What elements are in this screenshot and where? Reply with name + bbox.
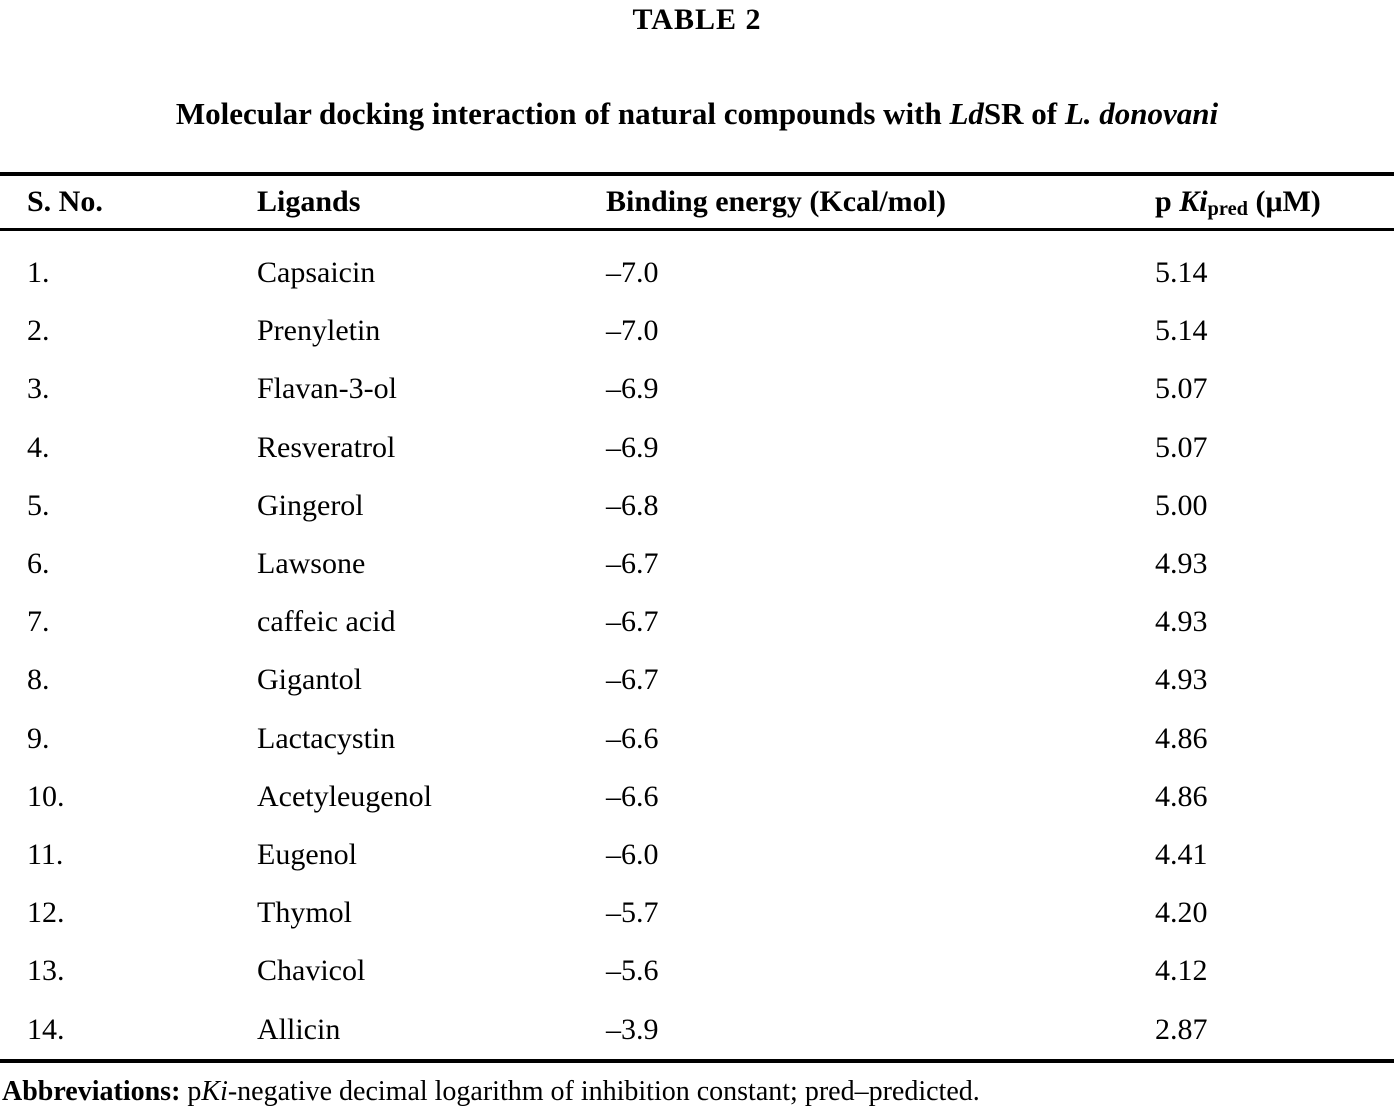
row-ligand: Prenyletin <box>257 314 381 348</box>
row-pki: 2.87 <box>1155 1012 1208 1046</box>
caption-italic-species: L. donovani <box>1064 96 1219 131</box>
row-sno: 3. <box>27 372 50 406</box>
row-sno: 11. <box>27 837 64 871</box>
table-row <box>0 360 1394 418</box>
row-ligand: Resveratrol <box>257 430 396 464</box>
row-pki: 4.20 <box>1155 896 1208 930</box>
abbreviations-note <box>0 1075 1394 1109</box>
table-row <box>0 477 1394 535</box>
row-pki: 4.93 <box>1155 547 1208 581</box>
header-pki-p: p <box>1155 185 1180 218</box>
row-pki: 5.14 <box>1155 314 1208 348</box>
row-ligand: Capsaicin <box>257 256 376 290</box>
row-sno: 13. <box>27 954 65 988</box>
header-pki <box>1155 185 1394 219</box>
row-sno: 14. <box>27 1012 65 1046</box>
table-caption <box>0 94 1394 134</box>
abbreviations-text-2: -negative decimal logarithm of inhibition constant; pred–predicted. <box>227 1075 980 1107</box>
table-row <box>0 535 1394 593</box>
row-ligand: Allicin <box>257 1012 341 1046</box>
row-energy: –6.0 <box>606 837 659 871</box>
row-ligand: Thymol <box>257 896 352 930</box>
table-row <box>0 826 1394 884</box>
row-sno: 10. <box>27 779 65 813</box>
row-energy: –5.6 <box>606 954 659 988</box>
caption-italic-ld: Ld <box>949 96 984 131</box>
row-ligand: Gigantol <box>257 663 362 697</box>
header-binding-energy: Binding energy (Kcal/mol) <box>606 185 946 218</box>
caption-text-2: SR of <box>983 96 1065 131</box>
row-ligand: Gingerol <box>257 488 364 522</box>
abbreviations-label: Abbreviations: <box>2 1075 181 1107</box>
table-row <box>0 768 1394 826</box>
row-energy: –6.9 <box>606 372 659 406</box>
row-ligand: Chavicol <box>257 954 366 988</box>
row-pki: 5.07 <box>1155 372 1208 406</box>
row-ligand: Flavan-3-ol <box>257 372 397 406</box>
row-pki: 5.14 <box>1155 256 1208 290</box>
table-row <box>0 593 1394 651</box>
row-sno: 5. <box>27 488 50 522</box>
row-pki: 4.41 <box>1155 837 1208 871</box>
row-energy: –6.7 <box>606 605 659 639</box>
row-energy: –5.7 <box>606 896 659 930</box>
row-pki: 4.86 <box>1155 721 1208 755</box>
row-energy: –3.9 <box>606 1012 659 1046</box>
row-ligand: Eugenol <box>257 837 357 871</box>
row-sno: 2. <box>27 314 50 348</box>
row-energy: –7.0 <box>606 256 659 290</box>
row-pki: 5.00 <box>1155 488 1208 522</box>
row-energy: –6.9 <box>606 430 659 464</box>
row-ligand: caffeic acid <box>257 605 396 639</box>
row-sno: 12. <box>27 896 65 930</box>
header-ligands: Ligands <box>257 185 361 218</box>
table-row <box>0 244 1394 302</box>
row-sno: 6. <box>27 547 50 581</box>
abbreviations-text-1: p <box>180 1075 202 1107</box>
table-row <box>0 884 1394 942</box>
row-sno: 8. <box>27 663 50 697</box>
row-pki: 4.86 <box>1155 779 1208 813</box>
row-pki: 4.93 <box>1155 605 1208 639</box>
data-table <box>0 172 1394 1063</box>
table-row <box>0 651 1394 709</box>
row-pki: 4.93 <box>1155 663 1208 697</box>
row-pki: 4.12 <box>1155 954 1208 988</box>
row-sno: 4. <box>27 430 50 464</box>
row-energy: –6.6 <box>606 779 659 813</box>
row-pki: 5.07 <box>1155 430 1208 464</box>
table-body <box>0 231 1394 1059</box>
table-number-title: TABLE 2 <box>632 3 762 36</box>
row-sno: 1. <box>27 256 50 290</box>
header-pki-subscript: pred <box>1207 197 1248 220</box>
row-ligand: Acetyleugenol <box>257 779 432 813</box>
row-sno: 9. <box>27 721 50 755</box>
row-energy: –7.0 <box>606 314 659 348</box>
row-ligand: Lawsone <box>257 547 366 581</box>
table-row <box>0 419 1394 477</box>
table-row <box>0 302 1394 360</box>
row-ligand: Lactacystin <box>257 721 396 755</box>
table-row <box>0 1000 1394 1058</box>
header-pki-ki-italic: Ki <box>1179 185 1208 218</box>
table-header-row <box>0 176 1394 231</box>
abbreviations-ki-italic: Ki <box>201 1075 228 1107</box>
row-energy: –6.7 <box>606 547 659 581</box>
table-row <box>0 942 1394 1000</box>
header-pki-unit: (μM) <box>1247 185 1321 218</box>
table-row <box>0 710 1394 768</box>
header-sno: S. No. <box>27 185 103 218</box>
row-energy: –6.7 <box>606 663 659 697</box>
caption-text-1: Molecular docking interaction of natural compounds with <box>175 96 950 131</box>
row-energy: –6.6 <box>606 721 659 755</box>
row-sno: 7. <box>27 605 50 639</box>
row-energy: –6.8 <box>606 488 659 522</box>
